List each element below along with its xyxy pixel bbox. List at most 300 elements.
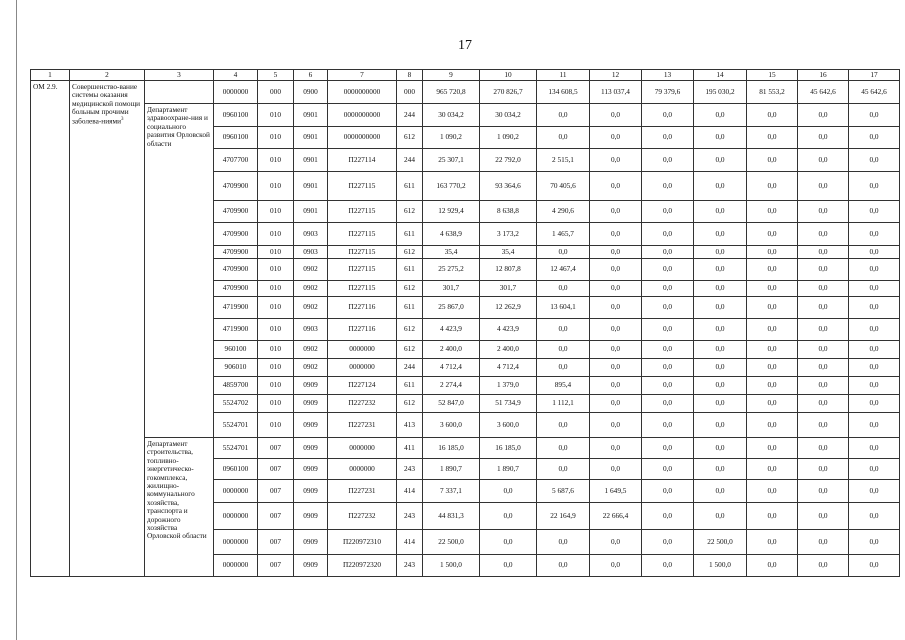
data-cell: 414 <box>397 530 423 555</box>
data-cell: 16 185,0 <box>480 438 537 459</box>
data-cell: П220972310 <box>328 530 397 555</box>
data-cell: 0,0 <box>747 459 798 480</box>
data-cell: 612 <box>397 201 423 223</box>
data-cell: 007 <box>258 555 294 577</box>
data-cell: 0,0 <box>694 319 747 341</box>
data-cell: 0,0 <box>642 104 694 127</box>
data-cell: 0,0 <box>694 104 747 127</box>
data-cell: 0902 <box>294 341 328 359</box>
data-cell: 411 <box>397 438 423 459</box>
data-cell: 010 <box>258 127 294 149</box>
data-cell: 5524702 <box>214 395 258 413</box>
data-cell: П227231 <box>328 413 397 438</box>
data-cell: 93 364,6 <box>480 172 537 201</box>
data-cell: 0902 <box>294 297 328 319</box>
data-cell: 0,0 <box>849 201 900 223</box>
header-cell: 2 <box>70 70 145 81</box>
executor-health-cell: Департамент здравоохране-ния и социального развития Орловской области <box>145 104 214 438</box>
data-cell: 0,0 <box>642 480 694 503</box>
data-cell: 1 379,0 <box>480 377 537 395</box>
data-cell: 0901 <box>294 201 328 223</box>
data-cell: 0,0 <box>849 377 900 395</box>
data-cell: 007 <box>258 459 294 480</box>
data-cell: 0902 <box>294 359 328 377</box>
data-cell: 0,0 <box>642 459 694 480</box>
data-cell: 0,0 <box>694 223 747 246</box>
data-cell: 0000000 <box>214 555 258 577</box>
data-cell: 22 500,0 <box>694 530 747 555</box>
data-cell: 0,0 <box>590 149 642 172</box>
event-name-cell: Совершенство-вание системы оказания медицинской помощи больным прочими заболева-ниями 3 <box>70 81 145 577</box>
data-cell: 0,0 <box>694 459 747 480</box>
data-cell: 243 <box>397 555 423 577</box>
data-cell: 4 712,4 <box>423 359 480 377</box>
data-cell: 010 <box>258 223 294 246</box>
data-cell: 010 <box>258 149 294 172</box>
data-cell: 0,0 <box>590 281 642 297</box>
data-cell: 0909 <box>294 413 328 438</box>
header-cell: 15 <box>747 70 798 81</box>
data-cell: 0,0 <box>642 149 694 172</box>
data-cell: 0,0 <box>747 480 798 503</box>
data-cell: 010 <box>258 359 294 377</box>
data-cell: 0,0 <box>642 377 694 395</box>
data-cell: 0,0 <box>798 413 849 438</box>
data-cell: 0,0 <box>642 530 694 555</box>
data-cell: П227124 <box>328 377 397 395</box>
data-cell: 0,0 <box>747 149 798 172</box>
data-cell: 612 <box>397 341 423 359</box>
data-cell: 3 600,0 <box>423 413 480 438</box>
data-cell: 0,0 <box>537 281 590 297</box>
data-cell: 30 034,2 <box>423 104 480 127</box>
data-cell: 0,0 <box>694 127 747 149</box>
data-cell: 0,0 <box>747 297 798 319</box>
data-cell: 12 262,9 <box>480 297 537 319</box>
data-cell: 0,0 <box>537 413 590 438</box>
data-cell: 0,0 <box>590 259 642 281</box>
data-cell: 0,0 <box>590 172 642 201</box>
data-cell: 4 290,6 <box>537 201 590 223</box>
data-cell: 0,0 <box>849 172 900 201</box>
data-cell: 22 792,0 <box>480 149 537 172</box>
data-cell: 612 <box>397 127 423 149</box>
data-cell: 0,0 <box>747 555 798 577</box>
data-cell: 2 515,1 <box>537 149 590 172</box>
data-cell: 0,0 <box>590 555 642 577</box>
data-cell: 0000000 <box>328 438 397 459</box>
data-cell: 010 <box>258 413 294 438</box>
data-cell: 612 <box>397 246 423 259</box>
data-cell: 007 <box>258 438 294 459</box>
data-cell: П227232 <box>328 503 397 530</box>
data-cell: 0903 <box>294 246 328 259</box>
data-cell: 0,0 <box>590 413 642 438</box>
data-cell: 0,0 <box>849 297 900 319</box>
data-cell: 413 <box>397 413 423 438</box>
data-cell: 0909 <box>294 395 328 413</box>
data-cell: 45 642,6 <box>849 81 900 104</box>
budget-table <box>30 69 900 577</box>
data-cell: 0,0 <box>798 530 849 555</box>
data-cell: 0000000 <box>214 480 258 503</box>
data-cell: 51 734,9 <box>480 395 537 413</box>
data-cell: 163 770,2 <box>423 172 480 201</box>
data-cell: 1 500,0 <box>694 555 747 577</box>
data-cell: 007 <box>258 503 294 530</box>
data-cell: 0,0 <box>537 359 590 377</box>
header-cell: 4 <box>214 70 258 81</box>
data-cell: 35,4 <box>480 246 537 259</box>
data-cell: П227114 <box>328 149 397 172</box>
data-cell: 0,0 <box>480 480 537 503</box>
data-cell: 0,0 <box>798 259 849 281</box>
header-cell: 13 <box>642 70 694 81</box>
data-cell: 0000000000 <box>328 127 397 149</box>
data-cell: П227115 <box>328 172 397 201</box>
data-cell: 12 807,8 <box>480 259 537 281</box>
data-cell: 1 112,1 <box>537 395 590 413</box>
data-cell: 0,0 <box>798 246 849 259</box>
data-cell: 612 <box>397 395 423 413</box>
data-cell: 0000000 <box>328 359 397 377</box>
data-cell: 301,7 <box>423 281 480 297</box>
data-cell: 0,0 <box>642 259 694 281</box>
data-cell: 0900 <box>294 81 328 104</box>
data-cell: 0,0 <box>798 438 849 459</box>
header-cell: 5 <box>258 70 294 81</box>
data-cell: 0,0 <box>798 377 849 395</box>
data-cell: 0,0 <box>798 104 849 127</box>
data-cell: 0,0 <box>590 104 642 127</box>
data-cell: 0,0 <box>694 149 747 172</box>
data-cell: 0909 <box>294 459 328 480</box>
data-cell: 611 <box>397 377 423 395</box>
data-cell: 5524701 <box>214 413 258 438</box>
header-cell: 6 <box>294 70 328 81</box>
data-cell: 0,0 <box>849 480 900 503</box>
data-cell: 0,0 <box>747 127 798 149</box>
data-cell: 0,0 <box>849 246 900 259</box>
data-cell: 12 929,4 <box>423 201 480 223</box>
data-cell: 0,0 <box>694 503 747 530</box>
event-code-cell: ОМ 2.9. <box>31 81 70 577</box>
data-cell: 0,0 <box>798 201 849 223</box>
data-cell: 0,0 <box>480 503 537 530</box>
data-cell: 1 890,7 <box>423 459 480 480</box>
data-cell: 0,0 <box>849 395 900 413</box>
data-cell: 0,0 <box>537 530 590 555</box>
data-cell: 13 604,1 <box>537 297 590 319</box>
data-cell: 0903 <box>294 223 328 246</box>
data-cell: 0,0 <box>798 359 849 377</box>
data-cell: 0,0 <box>798 223 849 246</box>
data-cell: 30 034,2 <box>480 104 537 127</box>
data-cell: 45 642,6 <box>798 81 849 104</box>
data-cell: 611 <box>397 297 423 319</box>
data-cell: 25 867,0 <box>423 297 480 319</box>
data-cell: 0,0 <box>642 201 694 223</box>
data-cell: 007 <box>258 480 294 503</box>
data-cell: 0,0 <box>537 127 590 149</box>
data-cell: 0,0 <box>747 395 798 413</box>
data-cell: 0909 <box>294 530 328 555</box>
data-cell: 960100 <box>214 341 258 359</box>
data-cell: П227115 <box>328 259 397 281</box>
data-cell: 5 687,6 <box>537 480 590 503</box>
data-cell: 0,0 <box>798 149 849 172</box>
executor-empty-cell <box>145 81 214 104</box>
data-cell: 35,4 <box>423 246 480 259</box>
data-cell: 0,0 <box>537 555 590 577</box>
data-cell: 1 090,2 <box>480 127 537 149</box>
data-cell: 195 030,2 <box>694 81 747 104</box>
data-cell: 0000000 <box>214 503 258 530</box>
data-cell: 3 173,2 <box>480 223 537 246</box>
data-cell: 4719900 <box>214 319 258 341</box>
data-cell: 0,0 <box>590 438 642 459</box>
header-cell: 8 <box>397 70 423 81</box>
data-cell: 0,0 <box>849 104 900 127</box>
data-cell: 0,0 <box>747 259 798 281</box>
header-cell: 7 <box>328 70 397 81</box>
data-cell: 010 <box>258 297 294 319</box>
data-cell: 010 <box>258 281 294 297</box>
data-cell: 010 <box>258 341 294 359</box>
data-cell: 0902 <box>294 281 328 297</box>
data-cell: 0,0 <box>747 281 798 297</box>
data-cell: 243 <box>397 459 423 480</box>
data-cell: 0000000000 <box>328 81 397 104</box>
data-cell: 0,0 <box>694 201 747 223</box>
data-cell: 4709900 <box>214 259 258 281</box>
data-cell: 0909 <box>294 503 328 530</box>
data-cell: 000 <box>397 81 423 104</box>
data-cell: 0,0 <box>590 127 642 149</box>
data-cell: 44 831,3 <box>423 503 480 530</box>
data-cell: 79 379,6 <box>642 81 694 104</box>
data-cell: 007 <box>258 530 294 555</box>
data-cell: 0,0 <box>747 359 798 377</box>
data-cell: 0,0 <box>694 359 747 377</box>
data-cell: 0,0 <box>747 413 798 438</box>
data-cell: 0,0 <box>590 201 642 223</box>
data-cell: 000 <box>258 81 294 104</box>
data-cell: 4 712,4 <box>480 359 537 377</box>
data-cell: 8 638,8 <box>480 201 537 223</box>
data-cell: 0,0 <box>642 341 694 359</box>
data-cell: 0,0 <box>798 480 849 503</box>
data-cell: 244 <box>397 149 423 172</box>
data-cell: 0,0 <box>849 259 900 281</box>
data-cell: 0,0 <box>849 438 900 459</box>
header-cell: 3 <box>145 70 214 81</box>
data-cell: 010 <box>258 259 294 281</box>
data-cell: П220972320 <box>328 555 397 577</box>
data-cell: П227115 <box>328 281 397 297</box>
data-cell: 0,0 <box>590 341 642 359</box>
data-cell: 4 423,9 <box>480 319 537 341</box>
header-row <box>31 70 900 81</box>
data-cell: 0,0 <box>798 341 849 359</box>
data-cell: 4 423,9 <box>423 319 480 341</box>
data-cell: 0,0 <box>798 172 849 201</box>
data-cell: 0,0 <box>694 480 747 503</box>
data-cell: 0,0 <box>798 319 849 341</box>
data-cell: 0,0 <box>590 319 642 341</box>
data-cell: 25 275,2 <box>423 259 480 281</box>
data-cell: 0,0 <box>798 555 849 577</box>
data-cell: 0,0 <box>849 555 900 577</box>
data-cell: 611 <box>397 259 423 281</box>
data-cell: 0,0 <box>798 281 849 297</box>
data-cell: 0960100 <box>214 127 258 149</box>
data-cell: 1 500,0 <box>423 555 480 577</box>
data-cell: 0,0 <box>642 503 694 530</box>
data-cell: 0,0 <box>537 319 590 341</box>
data-cell: 0,0 <box>849 359 900 377</box>
page-left-border <box>16 0 17 640</box>
data-cell: 0,0 <box>747 319 798 341</box>
data-cell: 965 720,8 <box>423 81 480 104</box>
data-cell: 0,0 <box>849 530 900 555</box>
data-cell: 0,0 <box>747 530 798 555</box>
data-cell: 0,0 <box>694 172 747 201</box>
data-cell: 113 037,4 <box>590 81 642 104</box>
data-cell: 906010 <box>214 359 258 377</box>
data-cell: 0,0 <box>537 104 590 127</box>
data-cell: 0,0 <box>642 281 694 297</box>
data-cell: 0,0 <box>849 503 900 530</box>
data-cell: 4709900 <box>214 281 258 297</box>
data-cell: 010 <box>258 377 294 395</box>
header-cell: 11 <box>537 70 590 81</box>
data-cell: 0,0 <box>642 319 694 341</box>
data-cell: 12 467,4 <box>537 259 590 281</box>
header-cell: 12 <box>590 70 642 81</box>
executor-construction-cell: Департамент строительства, топливно-энергетическо-гокомплекса, жилищно-коммунального хозяйства, транспорта и дорожного хозяйства Орловской области <box>145 438 214 577</box>
table-row <box>31 104 900 127</box>
data-cell: 010 <box>258 395 294 413</box>
header-cell: 10 <box>480 70 537 81</box>
data-cell: 4709900 <box>214 201 258 223</box>
data-cell: 0,0 <box>849 413 900 438</box>
data-cell: 010 <box>258 201 294 223</box>
data-cell: 0,0 <box>642 297 694 319</box>
data-cell: 1 090,2 <box>423 127 480 149</box>
data-cell: 0909 <box>294 438 328 459</box>
data-cell: 52 847,0 <box>423 395 480 413</box>
data-cell: 611 <box>397 223 423 246</box>
data-cell: 0,0 <box>590 297 642 319</box>
data-cell: 0960100 <box>214 104 258 127</box>
data-cell: 4709900 <box>214 246 258 259</box>
header-cell: 14 <box>694 70 747 81</box>
data-cell: 16 185,0 <box>423 438 480 459</box>
data-cell: 0,0 <box>747 438 798 459</box>
data-cell: 0,0 <box>798 297 849 319</box>
data-cell: 0,0 <box>849 319 900 341</box>
data-cell: 010 <box>258 319 294 341</box>
data-cell: 0,0 <box>642 223 694 246</box>
data-cell: 2 400,0 <box>423 341 480 359</box>
data-cell: 895,4 <box>537 377 590 395</box>
data-cell: 2 274,4 <box>423 377 480 395</box>
data-cell: 0,0 <box>590 223 642 246</box>
data-cell: 1 890,7 <box>480 459 537 480</box>
data-cell: 4 638,9 <box>423 223 480 246</box>
data-cell: 25 307,1 <box>423 149 480 172</box>
data-cell: 0,0 <box>590 359 642 377</box>
data-cell: 0,0 <box>798 395 849 413</box>
data-cell: 0909 <box>294 555 328 577</box>
data-cell: 0000000 <box>328 341 397 359</box>
data-cell: 22 500,0 <box>423 530 480 555</box>
data-cell: П227115 <box>328 246 397 259</box>
data-cell: 134 608,5 <box>537 81 590 104</box>
header-cell: 17 <box>849 70 900 81</box>
data-cell: 0,0 <box>849 127 900 149</box>
data-cell: 0,0 <box>849 459 900 480</box>
data-cell: П227115 <box>328 201 397 223</box>
data-cell: 0909 <box>294 377 328 395</box>
data-cell: 0960100 <box>214 459 258 480</box>
data-cell: 0,0 <box>694 377 747 395</box>
data-cell: 4859700 <box>214 377 258 395</box>
data-cell: 4709900 <box>214 223 258 246</box>
data-cell: 0,0 <box>747 104 798 127</box>
data-cell: 270 826,7 <box>480 81 537 104</box>
data-cell: 0901 <box>294 172 328 201</box>
data-cell: 0,0 <box>694 438 747 459</box>
data-cell: 0,0 <box>694 259 747 281</box>
data-cell: 4709900 <box>214 172 258 201</box>
data-cell: 0,0 <box>590 246 642 259</box>
data-cell: П227232 <box>328 395 397 413</box>
data-cell: 0,0 <box>642 395 694 413</box>
data-cell: 0,0 <box>849 149 900 172</box>
data-cell: 0901 <box>294 104 328 127</box>
data-cell: 0,0 <box>694 413 747 438</box>
data-cell: 612 <box>397 319 423 341</box>
data-cell: 0909 <box>294 480 328 503</box>
data-cell: 0,0 <box>747 503 798 530</box>
data-cell: 0,0 <box>590 377 642 395</box>
data-cell: 0,0 <box>590 395 642 413</box>
data-cell: П227231 <box>328 480 397 503</box>
data-cell: 301,7 <box>480 281 537 297</box>
data-cell: 0902 <box>294 259 328 281</box>
data-cell: 4719900 <box>214 297 258 319</box>
data-cell: 0901 <box>294 149 328 172</box>
table-row <box>31 438 900 459</box>
data-cell: 0,0 <box>849 223 900 246</box>
data-cell: 0,0 <box>849 281 900 297</box>
data-cell: 612 <box>397 281 423 297</box>
data-cell: 0,0 <box>694 297 747 319</box>
data-cell: 414 <box>397 480 423 503</box>
data-cell: 0,0 <box>590 459 642 480</box>
page-number: 17 <box>458 38 472 53</box>
data-cell: 0,0 <box>798 127 849 149</box>
data-cell: 243 <box>397 503 423 530</box>
data-cell: 0000000 <box>214 81 258 104</box>
header-cell: 1 <box>31 70 70 81</box>
data-cell: 0,0 <box>480 530 537 555</box>
data-cell: 0903 <box>294 319 328 341</box>
data-cell: 0901 <box>294 127 328 149</box>
data-cell: 22 164,9 <box>537 503 590 530</box>
